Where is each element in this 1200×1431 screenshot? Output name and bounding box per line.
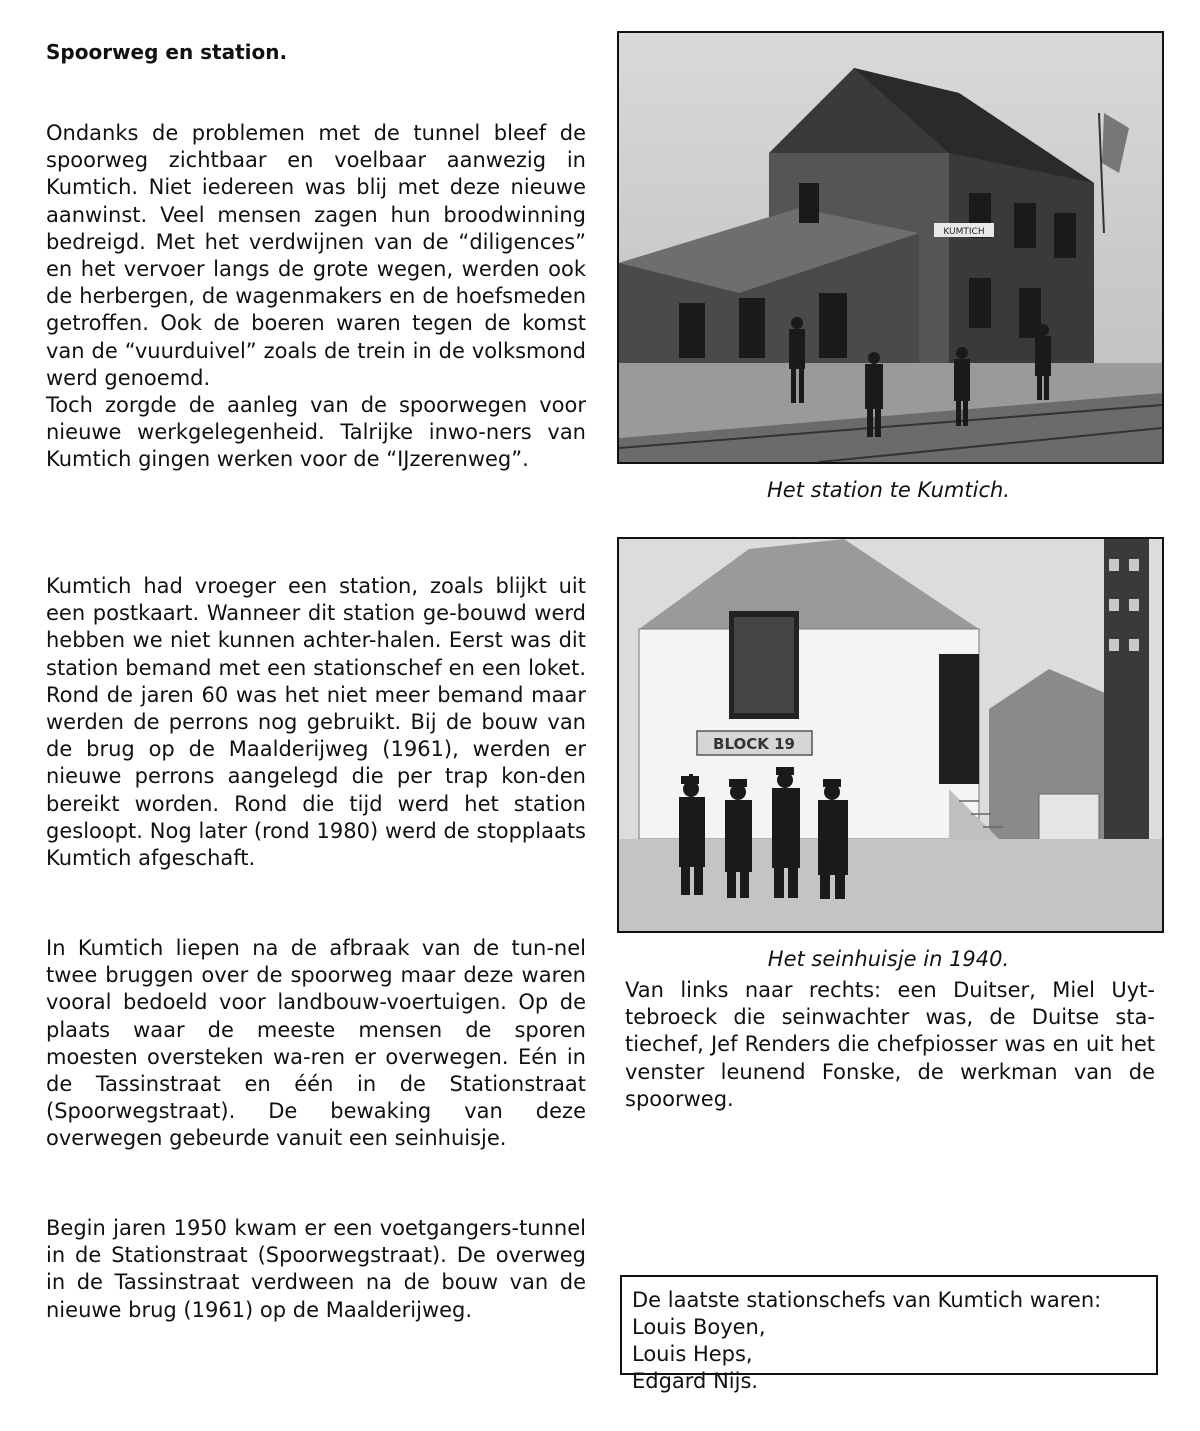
stationschefs-title: De laatste stationschefs van Kumtich waren: xyxy=(632,1288,1102,1312)
station-photo-caption: Het station te Kumtich. xyxy=(767,478,1010,502)
paragraph-station-history: Kumtich had vroeger een station, zoals blijkt uit een postkaart. Wanneer dit station ge-bouwd werd hebben we niet kunnen achter-halen. Eerst was dit station bemand met een stationschef en een loket. Rond de jaren 60 was het niet meer bemand maar werden de perrons nog gebruikt. Bij de bouw van de brug op de Maalderijweg (1961), werden er nieuwe perrons aangelegd die per trap kon-den bereikt worden. Rond die tijd werd het station gesloopt. Nog later (rond 1980) werd de stopplaats Kumtich afgeschaft. xyxy=(46,574,586,871)
paragraph-railway-impact: Ondanks de problemen met de tunnel bleef de spoorweg zichtbaar en voelbaar aanwezig in Kumtich. Niet iedereen was blij met deze nieuwe aanwinst. Veel mensen zagen hun broodwinning bedreigd. Met het verdwijnen van de “diligences” en het vervoer langs de grote wegen, werden ook de herbergen, de wagenmakers en de hoefsmeden getroffen. Ook de boeren waren tegen de komst van de “vuurduivel” zoals de trein in de volksmond werd genoemd. Toch zorgde de aanleg van de spoorwegen voor nieuwe werkgelegenheid. Talrijke inwo-ners van Kumtich gingen werken voor de “IJzerenweg”. xyxy=(46,121,586,472)
paragraph-pedestrian-tunnel: Begin jaren 1950 kwam er een voetgangers-tunnel in de Stationstraat (Spoorwegstraat). De overweg in de Tassinstraat verdween na de bouw van de nieuwe brug (1961) op de Maalderijweg. xyxy=(46,1216,586,1322)
signal-box-photo-caption: Het seinhuisje in 1940. xyxy=(767,947,1010,971)
block-sign-text: BLOCK 19 xyxy=(713,735,795,753)
signal-box-photo-description: Van links naar rechts: een Duitser, Miel Uyt-tebroeck die seinwachter was, de Duitse sta-tiechef, Jef Renders die chefpiosser was en uit het venster leunend Fonske, de werkman van de spoorweg. xyxy=(625,978,1155,1111)
station-sign-text: KUMTICH xyxy=(943,227,985,237)
stationschef-name: Edgard Nijs. xyxy=(632,1369,759,1393)
stationschef-name: Louis Boyen, xyxy=(632,1315,766,1339)
page-title: Spoorweg en station. xyxy=(46,40,288,64)
station-photo xyxy=(617,31,1164,464)
stationschefs-box xyxy=(620,1275,1158,1393)
signal-box-photo xyxy=(617,537,1164,933)
stationschef-name: Louis Heps, xyxy=(632,1342,753,1366)
paragraph-bridges-crossings: In Kumtich liepen na de afbraak van de tun-nel twee bruggen over de spoorweg maar deze waren vooral bedoeld voor landbouw-voertuigen. Op de plaats waar de meeste mensen de sporen moesten oversteken wa-ren er overwegen. Eén in de Tassinstraat en één in de Stationstraat (Spoorwegstraat). De bewaking van deze overwegen gebeurde vanuit een seinhuisje. xyxy=(46,936,586,1151)
